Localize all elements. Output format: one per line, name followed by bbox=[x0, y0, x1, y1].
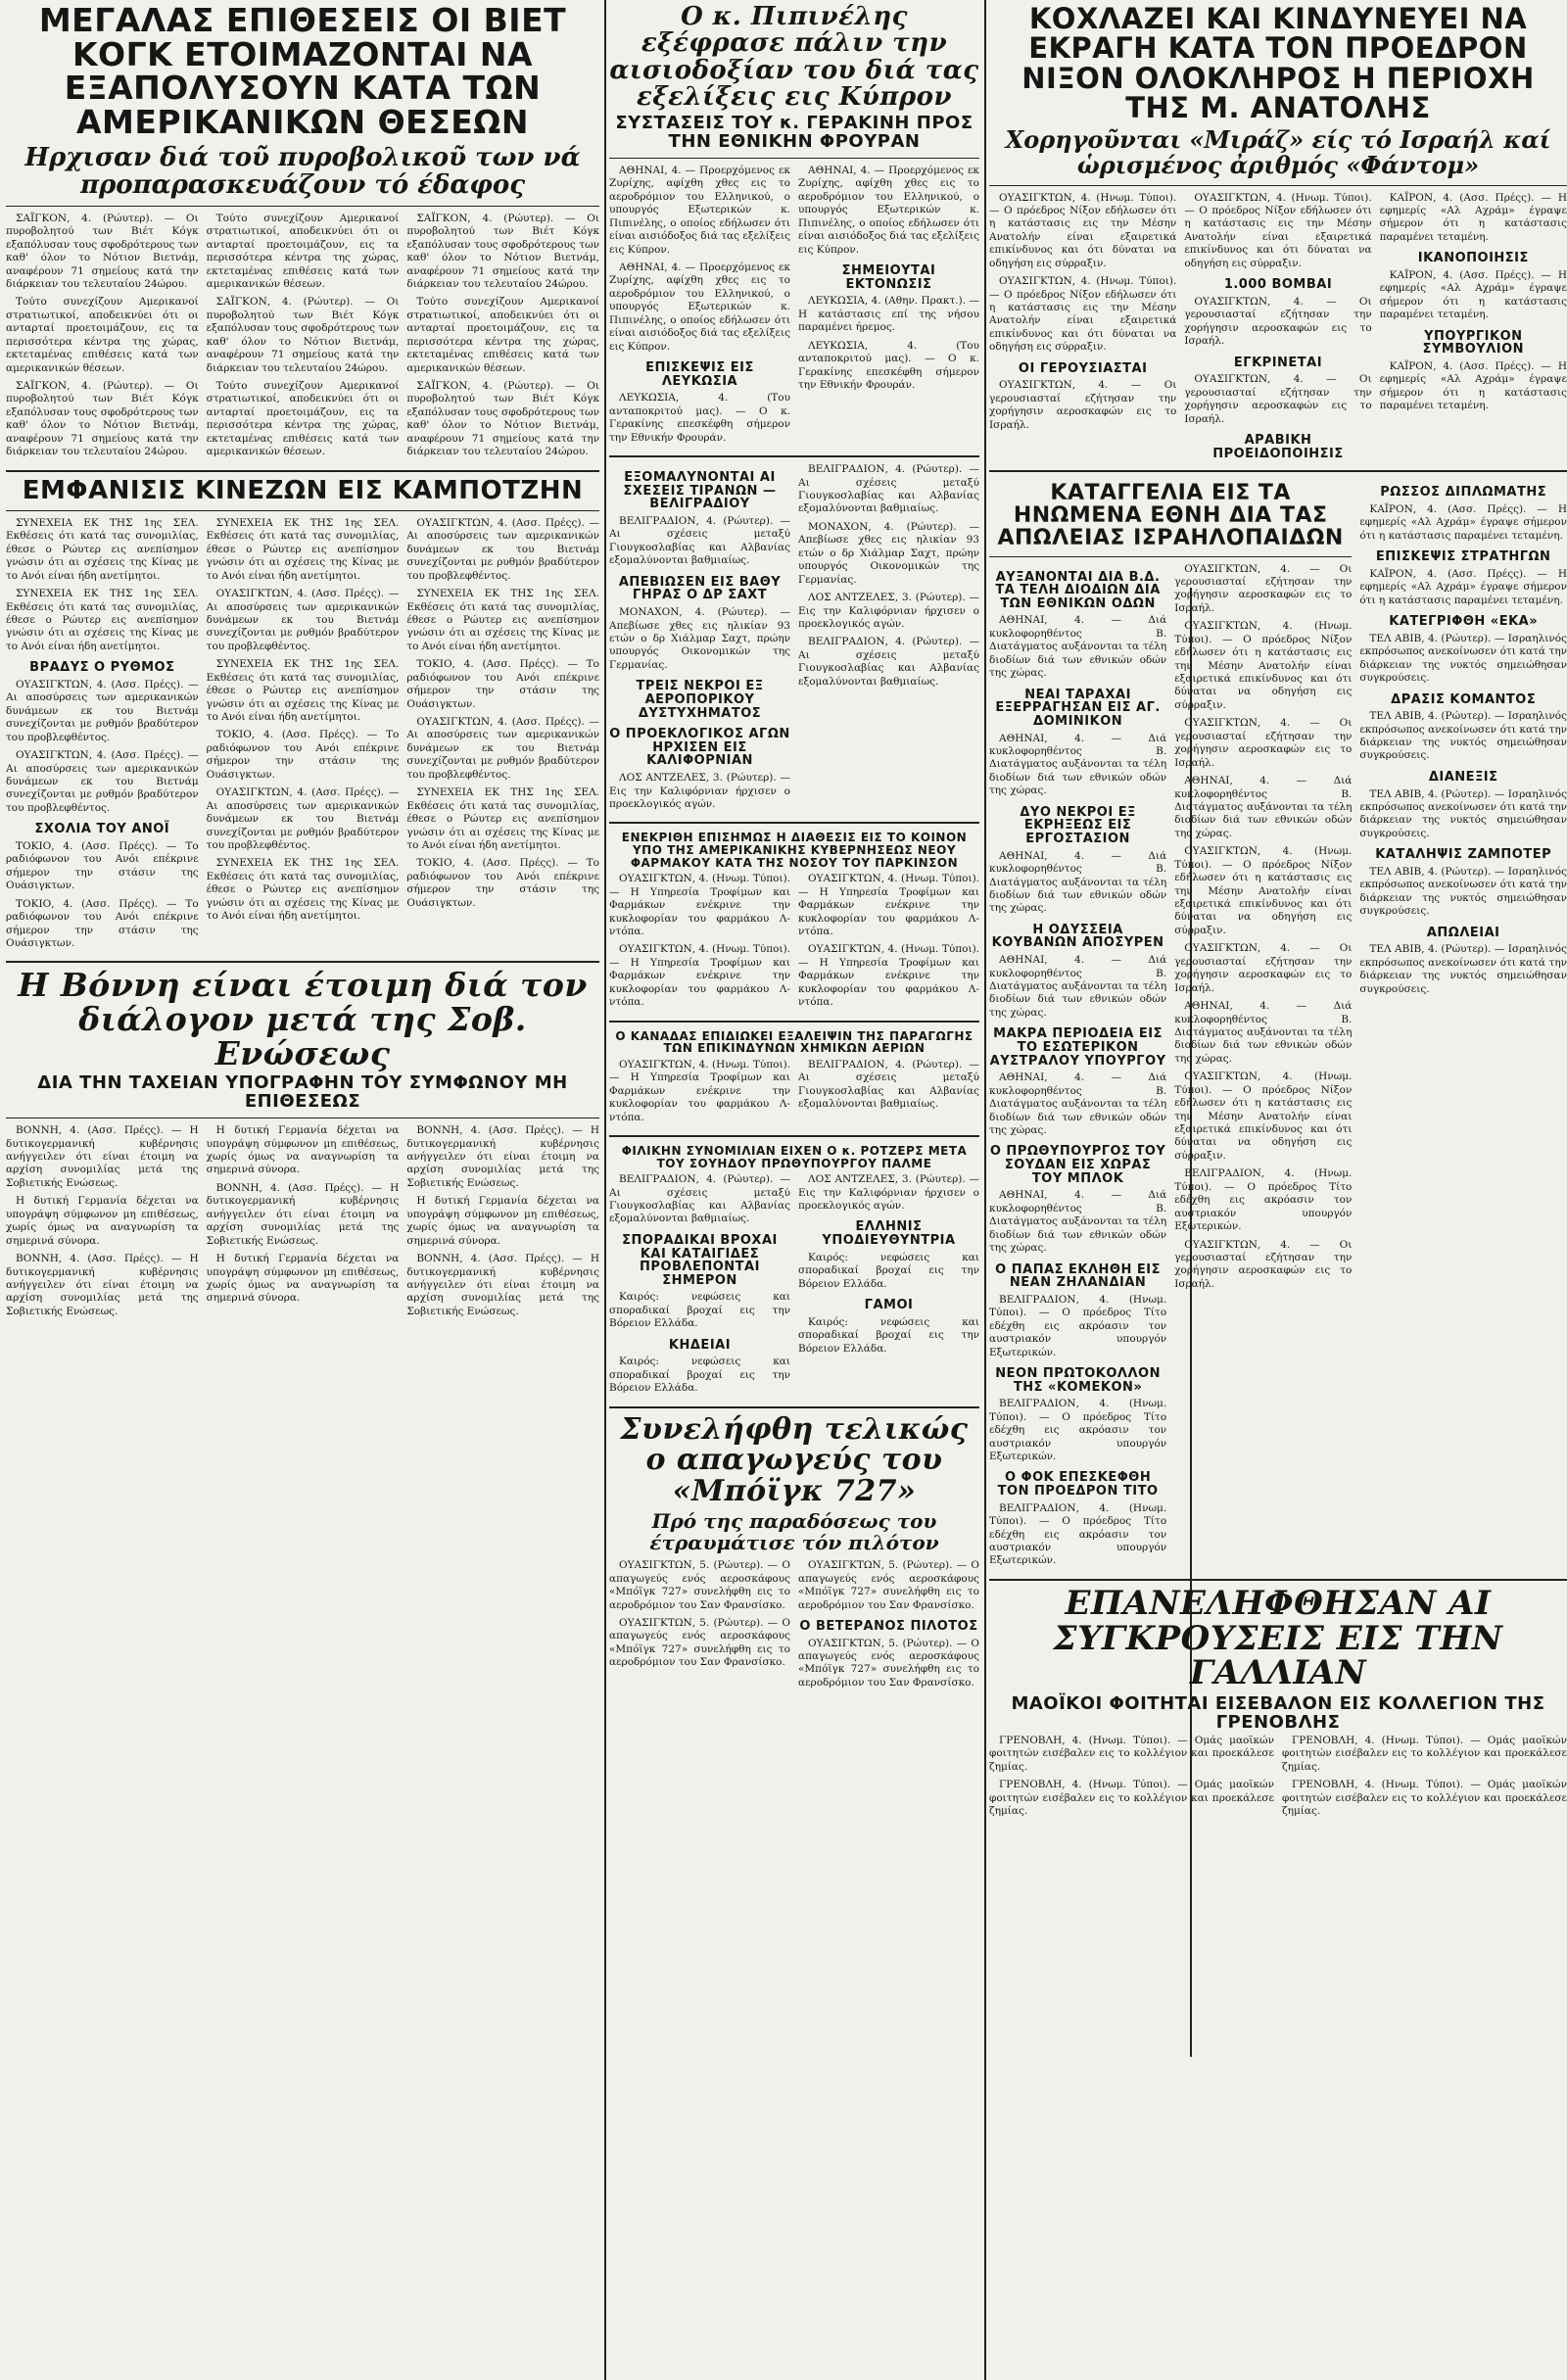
paragraph: ΑΘΗΝΑΙ, 4. — Διά κυκλοφορηθέντος Β. Διατάγματος αυξάνονται τα τέλη διοδίων διά των εθνικών οδών της χώρας. bbox=[989, 849, 1167, 915]
divider bbox=[609, 158, 979, 159]
subhead-non-aggression: ΔΙΑ ΤΗΝ ΤΑΧΕΙΑΝ ΥΠΟΓΡΑΦΗΝ ΤΟΥ ΣΥΜΦΩΝΟΥ ΜΗ ΕΠΙΘΕΣΕΩΣ bbox=[37, 1072, 568, 1113]
divider bbox=[609, 1406, 979, 1408]
paragraph: ΒΕΛΙΓΡΑΔΙΟΝ, 4. (Ρώυτερ). — Αι σχέσεις μεταξύ Γιουγκοσλαβίας και Αλβανίας εξομαλύνονται βαθμιαίως. bbox=[609, 515, 790, 567]
paragraph: ΟΥΑΣΙΓΚΤΩΝ, 4. — Οι γερουσιασταί εζήτησαν την χορήγησιν αεροσκαφών εις το Ισραήλ. bbox=[1174, 942, 1353, 994]
section-label: ΕΛΛΗΝΙΣ ΥΠΟΔΙΕΥΘΥΝΤΡΙΑ bbox=[822, 1219, 956, 1249]
paragraph: ΟΥΑΣΙΓΚΤΩΝ, 4. (Ασσ. Πρέςς). — Αι αποσύρσεις των αμερικανικών δυνάμεων εκ του Βιετνάμ συνεχίζονται με ρυθμόν βραδύτερον του προβλεφθέντος. bbox=[406, 716, 599, 781]
column-rule bbox=[984, 0, 986, 2380]
headline-bonn: Η Βόννη είναι έτοιμη διά τον διάλογον μετά της Σοβ. Ενώσεως bbox=[18, 966, 588, 1072]
section-label: ΕΠΙΣΚΕΨΙΣ ΕΙΣ ΛΕΥΚΩΣΙΑ bbox=[645, 360, 754, 389]
column-right bbox=[989, 0, 1567, 2380]
paragraph: ΣΥΝΕΧΕΙΑ ΕΚ ΤΗΣ 1ης ΣΕΛ. Εκθέσεις ότι κατά τας συνομιλίας, έθεσε ο Ρώυτερ εις ανεπίσημον γνώσιν ότι αι σχέσεις της Κίνας με το Ανόι είναι ήδη ανετίμητοι. bbox=[206, 658, 400, 724]
subhead-hijacker: Πρό της παραδόσεως του έτραυμάτισε τόν πιλότον bbox=[649, 1509, 939, 1555]
paragraph: ΛΟΣ ΑΝΤΖΕΛΕΣ, 3. (Ρώυτερ). — Εις την Καλιφόρνιαν ήρχισεν ο προεκλογικός αγών. bbox=[798, 592, 979, 630]
paragraph: ΟΥΑΣΙΓΚΤΩΝ, 4. — Οι γερουσιασταί εζήτησαν την χορήγησιν αεροσκαφών εις το Ισραήλ. bbox=[1174, 562, 1353, 614]
paragraph: ΤΟΚΙΟ, 4. (Ασσ. Πρέςς). — Το ραδιόφωνον του Ανόι επέκρινε σήμερον την στάσιν της Ουάσιγκτων. bbox=[406, 857, 599, 909]
article-body bbox=[989, 1735, 1567, 1824]
paragraph: ΒΕΛΙΓΡΑΔΙΟΝ, 4. (Ηνωμ. Τύποι). — Ο πρόεδρος Τίτο εδέχθη εις ακρόασιν τον αυστριακόν υπουργόν Εξωτερικών. bbox=[989, 1501, 1167, 1567]
headline-pipinelis: Ο κ. Πιπινέλης εξέφρασε πάλιν την αισιοδοξίαν του διά τας εξελίξεις εις Κύπρον bbox=[609, 2, 979, 112]
paragraph: ΟΥΑΣΙΓΚΤΩΝ, 4. — Οι γερουσιασταί εζήτησαν την χορήγησιν αεροσκαφών εις το Ισραήλ. bbox=[1174, 1238, 1353, 1290]
paragraph: ΟΥΑΣΙΓΚΤΩΝ, 4. (Ηνωμ. Τύποι). — Η Υπηρεσία Τροφίμων και Φαρμάκων ενέκρινε την κυκλοφορίαν του φαρμάκου Λ-ντόπα. bbox=[798, 873, 979, 937]
paragraph: ΣΥΝΕΧΕΙΑ ΕΚ ΤΗΣ 1ης ΣΕΛ. Εκθέσεις ότι κατά τας συνομιλίας, έθεσε ο Ρώυτερ εις ανεπίσημον γνώσιν ότι αι σχέσεις της Κίνας με το Ανόι είναι ήδη ανετίμητοι. bbox=[6, 588, 199, 652]
paragraph: ΜΟΝΑΧΟΝ, 4. (Ρώυτερ). — Απεβίωσε χθες εις ηλικίαν 93 ετών ο δρ Χιάλμαρ Σαχτ, πρώην υπουργός Οικονομικών της Γερμανίας. bbox=[609, 606, 790, 671]
headline-air-crash: ΤΡΕΙΣ ΝΕΚΡΟΙ ΕΞ ΑΕΡΟΠΟΡΙΚΟΥ ΔΥΣΤΥΧΗΜΑΤΟΣ bbox=[636, 679, 764, 721]
paragraph: ΑΘΗΝΑΙ, 4. — Διά κυκλοφορηθέντος Β. Διατάγματος αυξάνονται τα τέλη διοδίων διά των εθνικών οδών της χώρας. bbox=[989, 1189, 1167, 1255]
paragraph: ΣΑΪΓΚΟΝ, 4. (Ρώυτερ). — Οι πυροβολητού των Βιέτ Κόγκ εξαπόλυσαν τους σφοδρότερους των καθ' όλον το Νότιον Βιετνάμ, αναφέρουν 71 σημείους κατά την διάρκειαν του τελευταίου 24ώρου. bbox=[206, 296, 400, 374]
paragraph: ΟΥΑΣΙΓΚΤΩΝ, 4. (Ηνωμ. Τύποι). — Η Υπηρεσία Τροφίμων και Φαρμάκων ενέκρινε την κυκλοφορίαν του φαρμάκου Λ-ντόπα. bbox=[798, 943, 979, 1009]
paragraph: ΣΥΝΕΧΕΙΑ ΕΚ ΤΗΣ 1ης ΣΕΛ. Εκθέσεις ότι κατά τας συνομιλίας, έθεσε ο Ρώυτερ εις ανεπίσημον γνώσιν ότι αι σχέσεις της Κίνας με το Ανόι είναι ήδη ανετίμητοι. bbox=[206, 516, 400, 582]
paragraph: ΑΘΗΝΑΙ, 4. — Προερχόμενος εκ Ζυρίχης, αφίχθη χθες εις το αεροδρόμιον του Ελληνικού, ο υπουργός Εξωτερικών κ. Πιπινέλης, ο οποίος εδήλωσεν ότι είναι αισιόδοξος διά τας εξελίξεις εις Κύπρον. bbox=[609, 262, 790, 353]
paragraph: ΟΥΑΣΙΓΚΤΩΝ, 4. (Ηνωμ. Τύποι). — Η Υπηρεσία Τροφίμων και Φαρμάκων ενέκρινε την κυκλοφορίαν του φαρμάκου Λ-ντόπα. bbox=[609, 1058, 790, 1123]
column-left bbox=[6, 0, 599, 2380]
paragraph: ΚΑΪΡΟΝ, 4. (Ασσ. Πρέςς). — Η εφημερίς «Αλ Αχράμ» έγραψε σήμερον ότι η κατάστασις παραμένει τεταμένη. bbox=[1379, 191, 1567, 243]
paragraph: ΑΘΗΝΑΙ, 4. — Διά κυκλοφορηθέντος Β. Διατάγματος αυξάνονται τα τέλη διοδίων διά των εθνικών οδών της χώρας. bbox=[989, 732, 1167, 797]
section-label: ΣΧΟΛΙΑ ΤΟΥ ΑΝΟΪ bbox=[34, 822, 170, 837]
divider bbox=[6, 510, 599, 511]
headline-middle-east: ΚΟΧΛΑΖΕΙ ΚΑΙ ΚΙΝΔΥΝΕΥΕΙ ΝΑ ΕΚΡΑΓΗ ΚΑΤΑ ΤΟΝ ΠΡΟΕΔΡΟΝ ΝΙΞΟΝ ΟΛΟΚΛΗΡΟΣ Η ΠΕΡΙΟΧΗ ΤΗΣ Μ. ΑΝΑΤΟΛΗΣ bbox=[1021, 2, 1535, 125]
paragraph: ΟΥΑΣΙΓΚΤΩΝ, 4. — Οι γερουσιασταί εζήτησαν την χορήγησιν αεροσκαφών εις το Ισραήλ. bbox=[989, 379, 1177, 431]
paragraph: ΣΑΪΓΚΟΝ, 4. (Ρώυτερ). — Οι πυροβολητού των Βιέτ Κόγκ εξαπόλυσαν τους σφοδρότερους των καθ' όλον το Νότιον Βιετνάμ, αναφέρουν 71 σημείους κατά την διάρκειαν του τελευταίου 24ώρου. bbox=[406, 212, 599, 290]
subhead-mirage: Χορηγοῦνται «Μιράζ» είς τό Ισραήλ καί ὡρισμένος ἀριθμός «Φάντομ» bbox=[1005, 124, 1551, 180]
paragraph: ΟΥΑΣΙΓΚΤΩΝ, 5. (Ρώυτερ). — Ο απαγωγεύς ενός αεροσκάφους «Μπόϊγκ 727» συνελήφθη εις το αεροδρόμιον του Σαν Φρανσίσκο. bbox=[609, 1616, 790, 1669]
headline-australia: ΜΑΚΡΑ ΠΕΡΙΟΔΕΙΑ ΕΙΣ ΤΟ ΕΣΩΤΕΡΙΚΟΝ ΑΥΣΤΡΑΛΟΥ ΥΠΟΥΡΓΟΥ bbox=[989, 1026, 1166, 1069]
paragraph: ΟΥΑΣΙΓΚΤΩΝ, 4. — Οι γερουσιασταί εζήτησαν την χορήγησιν αεροσκαφών εις το Ισραήλ. bbox=[1184, 373, 1372, 425]
paragraph: ΤΟΚΙΟ, 4. (Ασσ. Πρέςς). — Το ραδιόφωνον του Ανόι επέκρινε σήμερον την στάσιν της Ουάσιγκτων. bbox=[206, 729, 400, 781]
paragraph: ΓΡΕΝΟΒΛΗ, 4. (Ηνωμ. Τύποι). — Ομάς μαοϊκών φοιτητών εισέβαλεν εις το κολλέγιον και προεκάλεσε ζημίας. bbox=[989, 1734, 1274, 1773]
headline-belgrade: ΕΞΟΜΑΛΥΝΟΝΤΑΙ ΑΙ ΣΧΕΣΕΙΣ ΤΙΡΑΝΩΝ — ΒΕΛΙΓΡΑΔΙΟΥ bbox=[623, 470, 777, 512]
headline-schacht: ΑΠΕΒΙΩΣΕΝ ΕΙΣ ΒΑΘΥ ΓΗΡΑΣ Ο ΔΡ ΣΑΧΤ bbox=[618, 574, 782, 603]
paragraph: Η δυτική Γερμανία δέχεται να υπογράψη σύμφωνον μη επιθέσεως, χωρίς όμως να αναγνωρίση τα σημερινά σύνορα. bbox=[406, 1195, 599, 1247]
paragraph: ΤΟΚΙΟ, 4. (Ασσ. Πρέςς). — Το ραδιόφωνον του Ανόι επέκρινε σήμερον την στάσιν της Ουάσιγκτων. bbox=[406, 658, 599, 710]
paragraph: ΤΕΛ ΑΒΙΒ, 4. (Ρώυτερ). — Ισραηλινός εκπρόσωπος ανεκοίνωσεν ότι κατά την διάρκειαν της νυκτός σημειώθησαν συγκρούσεις. bbox=[1359, 632, 1567, 685]
paragraph: Καιρός: νεφώσεις και σποραδικαί βροχαί εις την Βόρειον Ελλάδα. bbox=[798, 1315, 979, 1355]
paragraph: ΒΕΛΙΓΡΑΔΙΟΝ, 4. (Ρώυτερ). — Αι σχέσεις μεταξύ Γιουγκοσλαβίας και Αλβανίας εξομαλύνονται βαθμιαίως. bbox=[798, 1058, 979, 1111]
divider bbox=[609, 1135, 979, 1137]
lower-right-side bbox=[1359, 478, 1567, 1573]
paragraph: ΟΥΑΣΙΓΚΤΩΝ, 5. (Ρώυτερ). — Ο απαγωγεύς ενός αεροσκάφους «Μπόϊγκ 727» συνελήφθη εις το αεροδρόμιον του Σαν Φρανσίσκο. bbox=[798, 1559, 979, 1611]
paragraph: ΒΕΛΙΓΡΑΔΙΟΝ, 4. (Ηνωμ. Τύποι). — Ο πρόεδρος Τίτο εδέχθη εις ακρόασιν τον αυστριακόν υπουργόν Εξωτερικών. bbox=[1174, 1167, 1353, 1233]
paragraph: ΒΕΛΙΓΡΑΔΙΟΝ, 4. (Ρώυτερ). — Αι σχέσεις μεταξύ Γιουγκοσλαβίας και Αλβανίας εξομαλύνονται βαθμιαίως. bbox=[798, 463, 979, 515]
divider bbox=[6, 206, 599, 207]
paragraph: ΓΡΕΝΟΒΛΗ, 4. (Ηνωμ. Τύποι). — Ομάς μαοϊκών φοιτητών εισέβαλεν εις το κολλέγιον και προεκάλεσε ζημίας. bbox=[1282, 1734, 1567, 1773]
paragraph: ΒΟΝΝΗ, 4. (Ασσ. Πρέςς). — Η δυτικογερμανική κυβέρνησις ανήγγειλεν ότι είναι έτοιμη να αρχίση συνομιλίας μετά της Σοβιετικής Ενώσεως. bbox=[6, 1124, 199, 1189]
lower-right-main bbox=[989, 478, 1352, 1573]
paragraph: ΤΕΛ ΑΒΙΒ, 4. (Ρώυτερ). — Ισραηλινός εκπρόσωπος ανεκοίνωσεν ότι κατά την διάρκειαν της νυκτός σημειώθησαν συγκρούσεις. bbox=[1359, 943, 1567, 995]
paragraph: ΒΕΛΙΓΡΑΔΙΟΝ, 4. (Ρώυτερ). — Αι σχέσεις μεταξύ Γιουγκοσλαβίας και Αλβανίας εξομαλύνονται βαθμιαίως. bbox=[609, 1173, 790, 1225]
headline-hijacker: Συνελήφθη τελικώς ο απαγωγεύς του «Μπόϊγκ 727» bbox=[620, 1411, 969, 1508]
paragraph: ΑΘΗΝΑΙ, 4. — Διά κυκλοφορηθέντος Β. Διατάγματος αυξάνονται τα τέλη διοδίων διά των εθνικών οδών της χώρας. bbox=[1174, 1000, 1353, 1065]
paragraph: ΒΟΝΝΗ, 4. (Ασσ. Πρέςς). — Η δυτικογερμανική κυβέρνησις ανήγγειλεν ότι είναι έτοιμη να αρχίση συνομιλίας μετά της Σοβιετικής Ενώσεως. bbox=[406, 1124, 599, 1189]
paragraph: Η δυτική Γερμανία δέχεται να υπογράψη σύμφωνον μη επιθέσεως, χωρίς όμως να αναγνωρίση τα σημερινά σύνορα. bbox=[206, 1124, 400, 1176]
paragraph: ΟΥΑΣΙΓΚΤΩΝ, 4. (Ηνωμ. Τύποι). — Ο πρόεδρος Νίξον εδήλωσεν ότι η κατάστασις εις την Μέσην Ανατολήν είναι εξαιρετικά επικίνδυνος και ότι δύναται να οδηγήση εις σύρραξιν. bbox=[1174, 1071, 1353, 1162]
section-label: ΒΡΑΔΥΣ Ο ΡΥΘΜΟΣ bbox=[29, 660, 175, 676]
paragraph: Η δυτική Γερμανία δέχεται να υπογράψη σύμφωνον μη επιθέσεως, χωρίς όμως να αναγνωρίση τα σημερινά σύνορα. bbox=[6, 1195, 199, 1247]
divider bbox=[6, 1118, 599, 1119]
section-label: 1.000 ΒΟΜΒΑΙ bbox=[1223, 277, 1333, 293]
article-body bbox=[609, 463, 979, 816]
headline-explosion: ΔΥΟ ΝΕΚΡΟΙ ΕΞ ΕΚΡΗΞΕΩΣ ΕΙΣ ΕΡΓΟΣΤΑΣΙΟΝ bbox=[1020, 804, 1136, 846]
paragraph: ΑΘΗΝΑΙ, 4. — Προερχόμενος εκ Ζυρίχης, αφίχθη χθες εις το αεροδρόμιον του Ελληνικού, ο υπουργός Εξωτερικών κ. Πιπινέλης, ο οποίος εδήλωσεν ότι είναι αισιόδοξος διά τας εξελίξεις εις Κύπρον. bbox=[609, 164, 790, 256]
headline-canada-gas: Ο ΚΑΝΑΔΑΣ ΕΠΙΔΙΩΚΕΙ ΕΞΑΛΕΙΨΙΝ ΤΗΣ ΠΑΡΑΓΩΓΗΣ ΤΩΝ ΕΠΙΚΙΝΔΥΝΩΝ ΧΗΜΙΚΩΝ ΑΕΡΙΩΝ bbox=[615, 1028, 973, 1056]
paragraph: ΟΥΑΣΙΓΚΤΩΝ, 4. (Ασσ. Πρέςς). — Αι αποσύρσεις των αμερικανικών δυνάμεων εκ του Βιετνάμ συνεχίζονται με ρυθμόν βραδύτερον του προβλεφθέντος. bbox=[206, 588, 400, 652]
paragraph: ΤΟΚΙΟ, 4. (Ασσ. Πρέςς). — Το ραδιόφωνον του Ανόι επέκρινε σήμερον την στάσιν της Ουάσιγκτων. bbox=[6, 897, 199, 950]
headline-parkinson: ΕΝΕΚΡΙΘΗ ΕΠΙΣΗΜΩΣ Η ΔΙΑΘΕΣΙΣ ΕΙΣ ΤΟ ΚΟΙΝΟΝ ΥΠΟ ΤΗΣ ΑΜΕΡΙΚΑΝΙΚΗΣ ΚΥΒΕΡΝΗΣΕΩΣ ΝΕΟΥ ΦΑΡΜΑΚΟΥ ΚΑΤΑ ΤΗΣ ΝΟΣΟΥ ΤΟΥ ΠΑΡΚΙΝΣΟΝ bbox=[621, 831, 968, 870]
paragraph: ΤΕΛ ΑΒΙΒ, 4. (Ρώυτερ). — Ισραηλινός εκπρόσωπος ανεκοίνωσεν ότι κατά την διάρκειαν της νυκτός σημειώθησαν συγκρούσεις. bbox=[1359, 787, 1567, 839]
paragraph: ΟΥΑΣΙΓΚΤΩΝ, 4. — Οι γερουσιασταί εζήτησαν την χορήγησιν αεροσκαφών εις το Ισραήλ. bbox=[1184, 295, 1372, 348]
headline-un-complaint: ΚΑΤΑΓΓΕΛΙΑ ΕΙΣ ΤΑ ΗΝΩΜΕΝΑ ΕΘΝΗ ΔΙΑ ΤΑΣ ΑΠΩΛΕΙΑΣ ΙΣΡΑΗΛΟΠΑΙΔΩΝ bbox=[997, 481, 1344, 551]
divider bbox=[989, 1579, 1567, 1581]
paragraph: Τούτο συνεχίζουν Αμερικανοί στρατιωτικοί, αποδεικνύει ότι οι ανταρταί προετοιμάζουν, εις τα περισσότερα κέντρα της χώρας, εκτεταμένας επιθέσεις κατά των αμερικανικών θέσεων. bbox=[406, 296, 599, 374]
section-label: ΚΑΤΕΓΡΙΦΘΗ «ΕΚΑ» bbox=[1389, 614, 1539, 630]
paragraph: ΟΥΑΣΙΓΚΤΩΝ, 4. — Οι γερουσιασταί εζήτησαν την χορήγησιν αεροσκαφών εις το Ισραήλ. bbox=[1174, 717, 1353, 769]
paragraph: ΑΘΗΝΑΙ, 4. — Διά κυκλοφορηθέντος Β. Διατάγματος αυξάνονται τα τέλη διοδίων διά των εθνικών οδών της χώρας. bbox=[989, 614, 1167, 680]
paragraph: ΟΥΑΣΙΓΚΤΩΝ, 4. (Ηνωμ. Τύποι). — Η Υπηρεσία Τροφίμων και Φαρμάκων ενέκρινε την κυκλοφορίαν του φαρμάκου Λ-ντόπα. bbox=[609, 873, 790, 937]
paragraph: ΟΥΑΣΙΓΚΤΩΝ, 4. (Ηνωμ. Τύποι). — Ο πρόεδρος Νίξον εδήλωσεν ότι η κατάστασις εις την Μέσην Ανατολήν είναι εξαιρετικά επικίνδυνος και ότι δύναται να οδηγήση εις σύρραξιν. bbox=[1174, 845, 1353, 936]
paragraph: ΟΥΑΣΙΓΚΤΩΝ, 4. (Ηνωμ. Τύποι). — Ο πρόεδρος Νίξον εδήλωσεν ότι η κατάστασις εις την Μέσην Ανατολήν είναι εξαιρετικά επικίνδυνος και ότι δύναται να οδηγήση εις σύρραξιν. bbox=[1184, 191, 1372, 269]
paragraph: ΟΥΑΣΙΓΚΤΩΝ, 4. (Ηνωμ. Τύποι). — Ο πρόεδρος Νίξον εδήλωσεν ότι η κατάστασις εις την Μέσην Ανατολήν είναι εξαιρετικά επικίνδυνος και ότι δύναται να οδηγήση εις σύρραξιν. bbox=[1174, 620, 1353, 711]
paragraph: ΛΟΣ ΑΝΤΖΕΛΕΣ, 3. (Ρώυτερ). — Εις την Καλιφόρνιαν ήρχισεν ο προεκλογικός αγών. bbox=[609, 772, 790, 810]
paragraph: ΚΑΪΡΟΝ, 4. (Ασσ. Πρέςς). — Η εφημερίς «Αλ Αχράμ» έγραψε σήμερον ότι η κατάστασις παραμένει τεταμένη. bbox=[1359, 567, 1567, 606]
section-label: ΑΡΑΒΙΚΗ ΠΡΟΕΙΔΟΠΟΙΗΣΙΣ bbox=[1212, 432, 1344, 461]
section-label: ΣΠΟΡΑΔΙΚΑΙ ΒΡΟΧΑΙ ΚΑΙ ΚΑΤΑΙΓΙΔΕΣ ΠΡΟΒΛΕΠΟΝΤΑΙ ΣΗΜΕΡΟΝ bbox=[622, 1232, 778, 1288]
headline-comecon: ΝΕΟΝ ΠΡΩΤΟΚΟΛΛΟΝ ΤΗΣ «ΚΟΜΕΚΟΝ» bbox=[995, 1365, 1161, 1395]
divider bbox=[6, 961, 599, 963]
paragraph: ΛΕΥΚΩΣΙΑ, 4. (Αθην. Πρακτ.). — Η κατάστασις επί της νήσου παραμένει ήρεμος. bbox=[798, 295, 979, 334]
headline-sudan: Ο ΠΡΩΘΥΠΟΥΡΓΟΣ ΤΟΥ ΣΟΥΔΑΝ ΕΙΣ ΧΩΡΑΣ ΤΟΥ ΜΠΛΟΚ bbox=[989, 1144, 1166, 1186]
divider bbox=[609, 822, 979, 824]
paragraph: ΜΟΝΑΧΟΝ, 4. (Ρώυτερ). — Απεβίωσε χθες εις ηλικίαν 93 ετών ο δρ Χιάλμαρ Σαχτ, πρώην υπουργός Οικονομικών της Γερμανίας. bbox=[798, 520, 979, 586]
paragraph: ΟΥΑΣΙΓΚΤΩΝ, 4. (Ηνωμ. Τύποι). — Ο πρόεδρος Νίξον εδήλωσεν ότι η κατάστασις εις την Μέσην Ανατολήν είναι εξαιρετικά επικίνδυνος και ότι δύναται να οδηγήση εις σύρραξιν. bbox=[989, 275, 1177, 354]
article-body bbox=[6, 1124, 599, 1323]
paragraph: ΟΥΑΣΙΓΚΤΩΝ, 4. (Ασσ. Πρέςς). — Αι αποσύρσεις των αμερικανικών δυνάμεων εκ του Βιετνάμ συνεχίζονται με ρυθμόν βραδύτερον του προβλεφθέντος. bbox=[206, 786, 400, 851]
paragraph: ΑΘΗΝΑΙ, 4. — Διά κυκλοφορηθέντος Β. Διατάγματος αυξάνονται τα τέλη διοδίων διά των εθνικών οδών της χώρας. bbox=[989, 954, 1167, 1019]
article-body bbox=[609, 1559, 979, 1694]
paragraph: ΒΕΛΙΓΡΑΔΙΟΝ, 4. (Ρώυτερ). — Αι σχέσεις μεταξύ Γιουγκοσλαβίας και Αλβανίας εξομαλύνονται βαθμιαίως. bbox=[798, 636, 979, 688]
section-label: ΕΠΙΣΚΕΨΙΣ ΣΤΡΑΤΗΓΩΝ bbox=[1375, 549, 1551, 565]
paragraph: ΤΟΚΙΟ, 4. (Ασσ. Πρέςς). — Το ραδιόφωνον του Ανόι επέκρινε σήμερον την στάσιν της Ουάσιγκτων. bbox=[6, 839, 199, 892]
divider bbox=[989, 556, 1352, 557]
headline-cubans: Η ΟΔΥΣΣΕΙΑ ΚΟΥΒΑΝΩΝ ΑΠΟΣΥΡΕΝ bbox=[991, 922, 1164, 951]
paragraph: ΣΥΝΕΧΕΙΑ ΕΚ ΤΗΣ 1ης ΣΕΛ. Εκθέσεις ότι κατά τας συνομιλίας, έθεσε ο Ρώυτερ εις ανεπίσημον γνώσιν ότι αι σχέσεις της Κίνας με το Ανόι είναι ήδη ανετίμητοι. bbox=[406, 588, 599, 652]
section-label: ΚΗΔΕΙΑΙ bbox=[668, 1337, 732, 1353]
paragraph: Τούτο συνεχίζουν Αμερικανοί στρατιωτικοί, αποδεικνύει ότι οι ανταρταί προετοιμάζουν, εις τα περισσότερα κέντρα της χώρας, εκτεταμένας επιθέσεις κατά των αμερικανικών θέσεων. bbox=[206, 212, 400, 290]
article-body bbox=[989, 563, 1352, 1573]
paragraph: ΚΑΪΡΟΝ, 4. (Ασσ. Πρέςς). — Η εφημερίς «Αλ Αχράμ» έγραψε σήμερον ότι η κατάστασις παραμένει τεταμένη. bbox=[1359, 502, 1567, 542]
paragraph: ΣΑΪΓΚΟΝ, 4. (Ρώυτερ). — Οι πυροβολητού των Βιέτ Κόγκ εξαπόλυσαν τους σφοδρότερους των καθ' όλον το Νότιον Βιετνάμ, αναφέρουν 71 σημείους κατά την διάρκειαν του τελευταίου 24ώρου. bbox=[406, 380, 599, 458]
divider bbox=[989, 470, 1567, 472]
section-label: ΔΙΑΝΕΞΙΣ bbox=[1428, 769, 1498, 785]
article-body bbox=[609, 165, 979, 450]
subhead-grenoble: ΜΑΟΪΚΟΙ ΦΟΙΤΗΤΑΙ ΕΙΣΕΒΑΛΟΝ ΕΙΣ ΚΟΛΛΕΓΙΟΝ ΤΗΣ ΓΡΕΝΟΒΛΗΣ bbox=[1011, 1692, 1545, 1733]
paragraph: ΒΟΝΝΗ, 4. (Ασσ. Πρέςς). — Η δυτικογερμανική κυβέρνησις ανήγγειλεν ότι είναι έτοιμη να αρχίση συνομιλίας μετά της Σοβιετικής Ενώσεως. bbox=[206, 1181, 400, 1247]
headline-tito: Ο ΦΟΚ ΕΠΕΣΚΕΦΘΗ ΤΟΝ ΠΡΟΕΔΡΟΝ ΤΙΤΟ bbox=[997, 1470, 1159, 1499]
divider bbox=[989, 185, 1567, 186]
section-label: ΡΩΣΣΟΣ ΔΙΠΛΩΜΑΤΗΣ bbox=[1380, 485, 1547, 500]
paragraph: Η δυτική Γερμανία δέχεται να υπογράψη σύμφωνον μη επιθέσεως, χωρίς όμως να αναγνωρίση τα σημερινά σύνορα. bbox=[206, 1253, 400, 1305]
article-body bbox=[989, 192, 1567, 465]
paragraph: ΣΥΝΕΧΕΙΑ ΕΚ ΤΗΣ 1ης ΣΕΛ. Εκθέσεις ότι κατά τας συνομιλίας, έθεσε ο Ρώυτερ εις ανεπίσημον γνώσιν ότι αι σχέσεις της Κίνας με το Ανόι είναι ήδη ανετίμητοι. bbox=[6, 516, 199, 582]
paragraph: ΣΑΪΓΚΟΝ, 4. (Ρώυτερ). — Οι πυροβολητού των Βιέτ Κόγκ εξαπόλυσαν τους σφοδρότερους των καθ' όλον το Νότιον Βιετνάμ, αναφέρουν 71 σημείους κατά την διάρκειαν του τελευταίου 24ώρου. bbox=[6, 380, 199, 458]
section-label: ΑΠΩΛΕΙΑΙ bbox=[1426, 925, 1500, 940]
column-rule bbox=[604, 0, 606, 2380]
headline-chinese-cambodia: ΕΜΦΑΝΙΣΙΣ ΚΙΝΕΖΩΝ ΕΙΣ ΚΑΜΠΟΤΖΗΝ bbox=[22, 475, 584, 505]
headline-rogers-palme: ΦΙΛΙΚΗΝ ΣΥΝΟΜΙΛΙΑΝ ΕΙΧΕΝ Ο κ. ΡΟΤΖΕΡΣ ΜΕΤΑ ΤΟΥ ΣΟΥΗΔΟΥ ΠΡΩΘΥΠΟΥΡΓΟΥ ΠΑΛΜΕ bbox=[621, 1143, 968, 1170]
subhead-artillery: Ηρχισαν διά τοῦ πυροβολικοῦ των νά προπαρασκευάζουν τό έδαφος bbox=[24, 142, 581, 201]
paragraph: ΓΡΕΝΟΒΛΗ, 4. (Ηνωμ. Τύποι). — Ομάς μαοϊκών φοιτητών εισέβαλεν εις το κολλέγιον και προεκάλεσε ζημίας. bbox=[1282, 1779, 1567, 1817]
paragraph: ΟΥΑΣΙΓΚΤΩΝ, 5. (Ρώυτερ). — Ο απαγωγεύς ενός αεροσκάφους «Μπόϊγκ 727» συνελήφθη εις το αεροδρόμιον του Σαν Φρανσίσκο. bbox=[609, 1559, 790, 1611]
section-label: ΣΗΜΕΙΟΥΤΑΙ ΕΚΤΟΝΩΣΙΣ bbox=[841, 263, 936, 292]
headline-tolls: ΑΥΞΑΝΟΝΤΑΙ ΔΙΑ Β.Δ. ΤΑ ΤΕΛΗ ΔΙΟΔΙΩΝ ΔΙΑ ΤΩΝ ΕΘΝΙΚΩΝ ΟΔΩΝ bbox=[995, 569, 1161, 611]
paragraph: ΓΡΕΝΟΒΛΗ, 4. (Ηνωμ. Τύποι). — Ομάς μαοϊκών φοιτητών εισέβαλεν εις το κολλέγιον και προεκάλεσε ζημίας. bbox=[989, 1779, 1274, 1817]
headline-pope: Ο ΠΑΠΑΣ ΕΚΛΗΘΗ ΕΙΣ ΝΕΑΝ ΖΗΛΑΝΔΙΑΝ bbox=[995, 1261, 1161, 1291]
article-body bbox=[609, 1173, 979, 1401]
paragraph: Καιρός: νεφώσεις και σποραδικαί βροχαί εις την Βόρειον Ελλάδα. bbox=[798, 1251, 979, 1290]
paragraph: ΟΥΑΣΙΓΚΤΩΝ, 4. (Ηνωμ. Τύποι). — Η Υπηρεσία Τροφίμων και Φαρμάκων ενέκρινε την κυκλοφορίαν του φαρμάκου Λ-ντόπα. bbox=[609, 943, 790, 1009]
section-label: Ο ΒΕΤΕΡΑΝΟΣ ΠΙΛΟΤΟΣ bbox=[799, 1618, 978, 1634]
headline-california: Ο ΠΡΟΕΚΛΟΓΙΚΟΣ ΑΓΩΝ ΗΡΧΙΣΕΝ ΕΙΣ ΚΑΛΙΦΟΡΝΙΑΝ bbox=[609, 727, 790, 769]
column-middle bbox=[609, 0, 979, 2380]
section-label: ΓΑΜΟΙ bbox=[864, 1298, 914, 1313]
section-label: ΙΚΑΝΟΠΟΙΗΣΙΣ bbox=[1417, 251, 1529, 266]
section-label: ΕΓΚΡΙΝΕΤΑΙ bbox=[1233, 355, 1323, 370]
paragraph: ΒΟΝΝΗ, 4. (Ασσ. Πρέςς). — Η δυτικογερμανική κυβέρνησις ανήγγειλεν ότι είναι έτοιμη να αρχίση συνομιλίας μετά της Σοβιετικής Ενώσεως. bbox=[406, 1253, 599, 1317]
paragraph: ΤΕΛ ΑΒΙΒ, 4. (Ρώυτερ). — Ισραηλινός εκπρόσωπος ανεκοίνωσεν ότι κατά την διάρκειαν της νυκτός σημειώθησαν συγκρούσεις. bbox=[1359, 710, 1567, 762]
paragraph: ΟΥΑΣΙΓΚΤΩΝ, 4. (Ασσ. Πρέςς). — Αι αποσύρσεις των αμερικανικών δυνάμεων εκ του Βιετνάμ συνεχίζονται με ρυθμόν βραδύτερον του προβλεφθέντος. bbox=[6, 678, 199, 743]
divider bbox=[609, 1021, 979, 1023]
section-label: ΔΡΑΣΙΣ ΚΟΜΑΝΤΟΣ bbox=[1391, 691, 1537, 707]
paragraph: ΤΕΛ ΑΒΙΒ, 4. (Ρώυτερ). — Ισραηλινός εκπρόσωπος ανεκοίνωσεν ότι κατά την διάρκειαν της νυκτός σημειώθησαν συγκρούσεις. bbox=[1359, 865, 1567, 918]
section-label: ΥΠΟΥΡΓΙΚΟΝ ΣΥΜΒΟΥΛΙΟΝ bbox=[1422, 328, 1525, 357]
headline-viet-cong: ΜΕΓΑΛΑΣ ΕΠΙΘΕΣΕΙΣ ΟΙ ΒΙΕΤ ΚΟΓΚ ΕΤΟΙΜΑΖΟΝΤΑΙ ΝΑ ΕΞΑΠΟΛΥΣΟΥΝ ΚΑΤΑ ΤΩΝ ΑΜΕΡΙΚΑΝΙΚΩΝ ΘΕΣΕΩΝ bbox=[38, 1, 567, 141]
paragraph: ΑΘΗΝΑΙ, 4. — Διά κυκλοφορηθέντος Β. Διατάγματος αυξάνονται τα τέλη διοδίων διά των εθνικών οδών της χώρας. bbox=[1174, 775, 1353, 839]
paragraph: ΒΟΝΝΗ, 4. (Ασσ. Πρέςς). — Η δυτικογερμανική κυβέρνησις ανήγγειλεν ότι είναι έτοιμη να αρχίση συνομιλίας μετά της Σοβιετικής Ενώσεως. bbox=[6, 1253, 199, 1317]
paragraph: Τούτο συνεχίζουν Αμερικανοί στρατιωτικοί, αποδεικνύει ότι οι ανταρταί προετοιμάζουν, εις τα περισσότερα κέντρα της χώρας, εκτεταμένας επιθέσεις κατά των αμερικανικών θέσεων. bbox=[206, 380, 400, 458]
paragraph: Τούτο συνεχίζουν Αμερικανοί στρατιωτικοί, αποδεικνύει ότι οι ανταρταί προετοιμάζουν, εις τα περισσότερα κέντρα της χώρας, εκτεταμένας επιθέσεις κατά των αμερικανικών θέσεων. bbox=[6, 296, 199, 374]
paragraph: ΚΑΪΡΟΝ, 4. (Ασσ. Πρέςς). — Η εφημερίς «Αλ Αχράμ» έγραψε σήμερον ότι η κατάστασις παραμένει τεταμένη. bbox=[1379, 268, 1567, 321]
paragraph: ΣΥΝΕΧΕΙΑ ΕΚ ΤΗΣ 1ης ΣΕΛ. Εκθέσεις ότι κατά τας συνομιλίας, έθεσε ο Ρώυτερ εις ανεπίσημον γνώσιν ότι αι σχέσεις της Κίνας με το Ανόι είναι ήδη ανετίμητοι. bbox=[206, 857, 400, 923]
paragraph: ΛΕΥΚΩΣΙΑ, 4. (Του ανταποκριτού μας). — Ο κ. Γερακίνης επεσκέφθη σήμερον την Εθνικήν Φρουράν. bbox=[609, 392, 790, 444]
divider bbox=[6, 470, 599, 472]
paragraph: ΒΕΛΙΓΡΑΔΙΟΝ, 4. (Ηνωμ. Τύποι). — Ο πρόεδρος Τίτο εδέχθη εις ακρόασιν τον αυστριακόν υπουργόν Εξωτερικών. bbox=[989, 1293, 1167, 1358]
paragraph: ΟΥΑΣΙΓΚΤΩΝ, 4. (Ηνωμ. Τύποι). — Ο πρόεδρος Νίξον εδήλωσεν ότι η κατάστασις εις την Μέσην Ανατολήν είναι εξαιρετικά επικίνδυνος και ότι δύναται να οδηγήση εις σύρραξιν. bbox=[989, 191, 1177, 269]
article-body bbox=[6, 213, 599, 464]
paragraph: ΛΟΣ ΑΝΤΖΕΛΕΣ, 3. (Ρώυτερ). — Εις την Καλιφόρνιαν ήρχισεν ο προεκλογικός αγών. bbox=[798, 1173, 979, 1213]
paragraph: ΛΕΥΚΩΣΙΑ, 4. (Του ανταποκριτού μας). — Ο κ. Γερακίνης επεσκέφθη σήμερον την Εθνικήν Φρουράν. bbox=[798, 339, 979, 391]
headline-france-clashes: ΕΠΑΝΕΛΗΦΘΗΣΑΝ ΑΙ ΣΥΓΚΡΟΥΣΕΙΣ ΕΙΣ ΤΗΝ ΓΑΛΛΙΑΝ bbox=[1053, 1583, 1503, 1693]
paragraph: ΑΘΗΝΑΙ, 4. — Διά κυκλοφορηθέντος Β. Διατάγματος αυξάνονται τα τέλη διοδίων διά των εθνικών οδών της χώρας. bbox=[989, 1071, 1167, 1136]
paragraph: ΟΥΑΣΙΓΚΤΩΝ, 4. (Ασσ. Πρέςς). — Αι αποσύρσεις των αμερικανικών δυνάμεων εκ του Βιετνάμ συνεχίζονται με ρυθμόν βραδύτερον του προβλεφθέντος. bbox=[6, 749, 199, 814]
headline-dominican: ΝΕΑΙ ΤΑΡΑΧΑΙ ΕΞΕΡΡΑΓΗΣΑΝ ΕΙΣ ΑΓ. ΔΟΜΙΝΙΚΟΝ bbox=[995, 687, 1161, 729]
divider bbox=[609, 455, 979, 457]
lower-right-block bbox=[989, 478, 1567, 1573]
paragraph: ΣΑΪΓΚΟΝ, 4. (Ρώυτερ). — Οι πυροβολητού των Βιέτ Κόγκ εξαπόλυσαν τους σφοδρότερους των καθ' όλον το Νότιον Βιετνάμ, αναφέρουν 71 σημείους κατά την διάρκειαν του τελευταίου 24ώρου. bbox=[6, 212, 199, 290]
paragraph: ΑΘΗΝΑΙ, 4. — Προερχόμενος εκ Ζυρίχης, αφίχθη χθες εις το αεροδρόμιον του Ελληνικού, ο υπουργός Εξωτερικών κ. Πιπινέλης, ο οποίος εδήλωσεν ότι είναι αισιόδοξος διά τας εξελίξεις εις Κύπρον. bbox=[798, 164, 979, 256]
paragraph: Καιρός: νεφώσεις και σποραδικαί βροχαί εις την Βόρειον Ελλάδα. bbox=[609, 1356, 790, 1395]
paragraph: ΟΥΑΣΙΓΚΤΩΝ, 5. (Ρώυτερ). — Ο απαγωγεύς ενός αεροσκάφους «Μπόϊγκ 727» συνελήφθη εις το αεροδρόμιον του Σαν Φρανσίσκο. bbox=[798, 1637, 979, 1689]
article-body bbox=[609, 1059, 979, 1129]
section-label: ΚΑΤΑΛΗΨΙΣ ΖΑΜΠΟΤΕΡ bbox=[1375, 847, 1552, 863]
paragraph: Καιρός: νεφώσεις και σποραδικαί βροχαί εις την Βόρειον Ελλάδα. bbox=[609, 1291, 790, 1330]
paragraph: ΚΑΪΡΟΝ, 4. (Ασσ. Πρέςς). — Η εφημερίς «Αλ Αχράμ» έγραψε σήμερον ότι η κατάστασις παραμένει τεταμένη. bbox=[1379, 359, 1567, 412]
section-label: ΟΙ ΓΕΡΟΥΣΙΑΣΤΑΙ bbox=[1018, 360, 1148, 376]
paragraph: ΟΥΑΣΙΓΚΤΩΝ, 4. (Ασσ. Πρέςς). — Αι αποσύρσεις των αμερικανικών δυνάμεων εκ του Βιετνάμ συνεχίζονται με ρυθμόν βραδύτερον του προβλεφθέντος. bbox=[406, 516, 599, 582]
paragraph: ΣΥΝΕΧΕΙΑ ΕΚ ΤΗΣ 1ης ΣΕΛ. Εκθέσεις ότι κατά τας συνομιλίας, έθεσε ο Ρώυτερ εις ανεπίσημον γνώσιν ότι αι σχέσεις της Κίνας με το Ανόι είναι ήδη ανετίμητοι. bbox=[406, 786, 599, 851]
article-body bbox=[609, 873, 979, 1014]
article-body bbox=[6, 517, 599, 956]
paragraph: ΒΕΛΙΓΡΑΔΙΟΝ, 4. (Ηνωμ. Τύποι). — Ο πρόεδρος Τίτο εδέχθη εις ακρόασιν τον αυστριακόν υπουργόν Εξωτερικών. bbox=[989, 1398, 1167, 1463]
subhead-gerakinis: ΣΥΣΤΑΣΕΙΣ ΤΟΥ κ. ΓΕΡΑΚΙΝΗ ΠΡΟΣ ΤΗΝ ΕΘΝΙΚΗΝ ΦΡΟΥΡΑΝ bbox=[615, 113, 973, 153]
